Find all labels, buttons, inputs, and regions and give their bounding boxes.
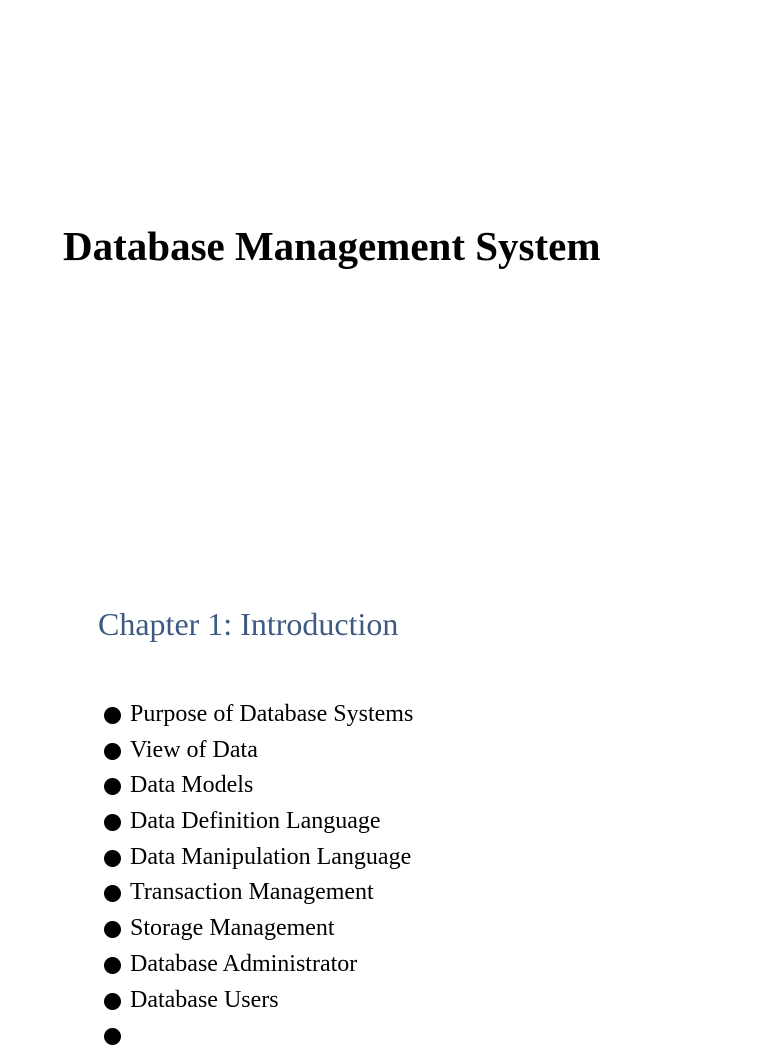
- chapter-heading: Chapter 1: Introduction: [98, 606, 399, 642]
- topic-label: Data Manipulation Language: [130, 843, 412, 870]
- topic-item-data-models: [104, 768, 413, 804]
- bullet-icon: [104, 778, 121, 795]
- bullet-icon: [104, 957, 121, 974]
- topic-label: Purpose of Database Systems: [130, 701, 414, 727]
- bullet-icon: [104, 707, 121, 724]
- document-title: Database Management System: [63, 223, 601, 269]
- topic-list: [104, 697, 413, 1054]
- bullet-icon: [104, 1028, 121, 1045]
- topic-label: Storage Management: [130, 915, 335, 942]
- topic-item-purpose: [104, 697, 413, 733]
- topic-item-storage-management: [104, 911, 413, 947]
- topic-item-transaction-management: [104, 875, 413, 911]
- topic-item-dml: [104, 840, 413, 876]
- bullet-icon: [104, 814, 121, 831]
- topic-label: Transaction Management: [130, 879, 374, 906]
- topic-label: Database Administrator: [130, 950, 358, 977]
- bullet-icon: [104, 921, 121, 938]
- bullet-icon: [104, 850, 121, 867]
- topic-label: View of Data: [130, 736, 258, 763]
- topic-label: Data Models: [130, 772, 254, 799]
- bullet-icon: [104, 885, 121, 902]
- bullet-icon: [104, 993, 121, 1010]
- bullet-icon: [104, 743, 121, 760]
- topic-item-ddl: [104, 804, 413, 840]
- topic-label: Data Definition Language: [130, 808, 381, 835]
- topic-item-view-of-data: [104, 733, 413, 769]
- topic-label: Database Users: [130, 986, 279, 1013]
- topic-item-database-users: [104, 983, 413, 1019]
- topic-item-database-administrator: [104, 947, 413, 983]
